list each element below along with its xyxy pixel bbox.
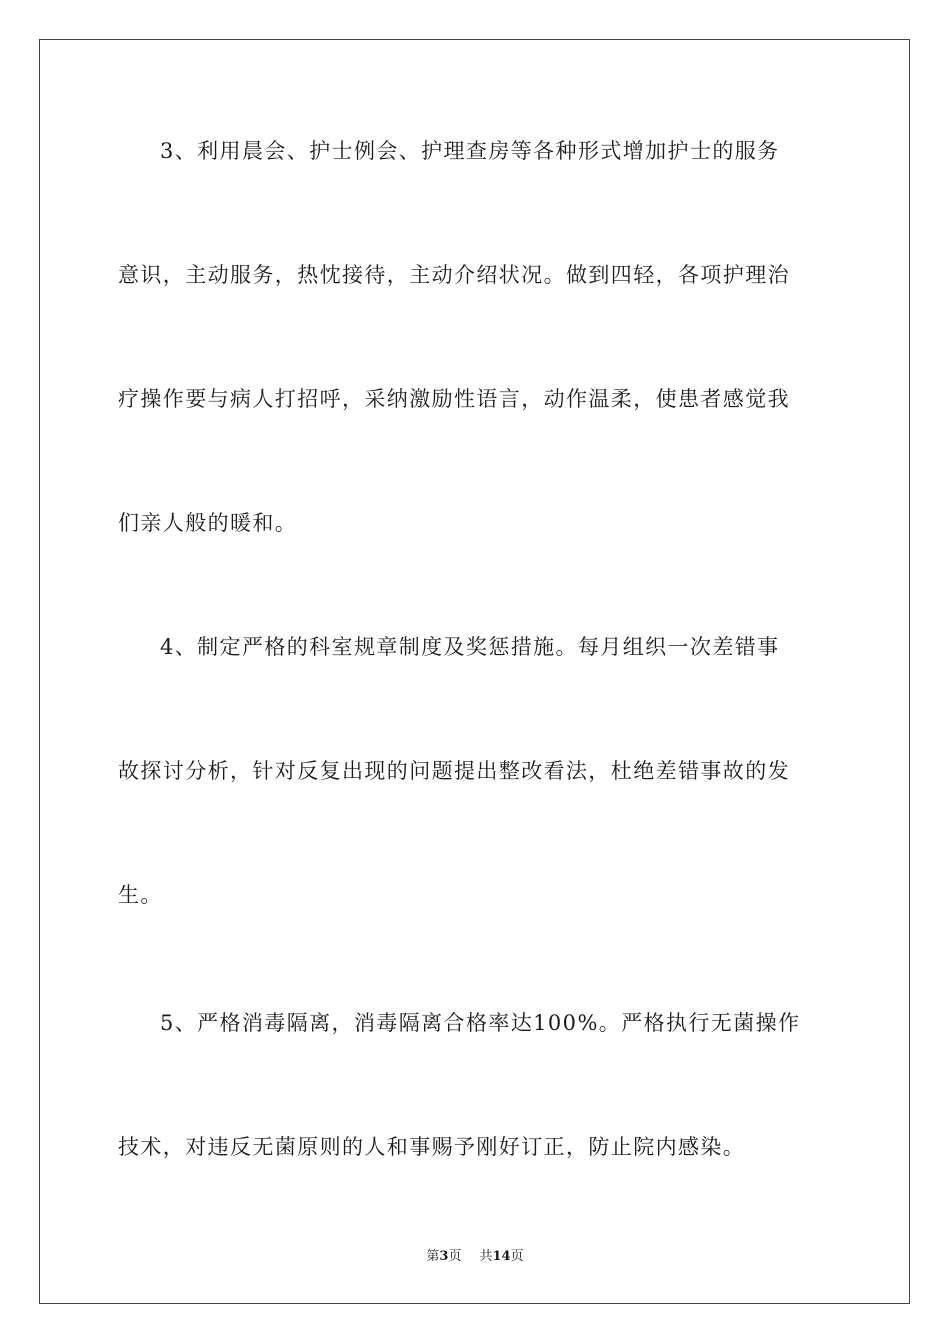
total-pages: 14: [492, 1249, 511, 1264]
paragraph-5-line-2: 技术，对违反无菌原则的人和事赐予刚好订正，防止院内感染。: [118, 1135, 746, 1159]
page-suffix: 页: [448, 1249, 462, 1264]
paragraph-3-line-3: 疗操作要与病人打招呼，采纳激励性语言，动作温柔，使患者感觉我: [118, 387, 790, 411]
paragraph-4-line-1: 4、制定严格的科室规章制度及奖惩措施。每月组织一次差错事: [160, 635, 780, 659]
paragraph-5-line-1: 5、严格消毒隔离，消毒隔离合格率达100%。严格执行无菌操作: [160, 1011, 801, 1035]
paragraph-4-line-2: 故探讨分析，针对反复出现的问题提出整改看法，杜绝差错事故的发: [118, 759, 790, 783]
total-prefix: 共: [479, 1249, 493, 1264]
page-border: [39, 39, 910, 1304]
page-number: 3: [439, 1249, 449, 1264]
paragraph-3-line-1: 3、利用晨会、护士例会、护理查房等各种形式增加护士的服务: [160, 139, 780, 163]
paragraph-3-line-2: 意识，主动服务，热忱接待，主动介绍状况。做到四轻，各项护理治: [118, 263, 790, 287]
total-suffix: 页: [510, 1249, 524, 1264]
paragraph-4-line-3: 生。: [118, 883, 163, 907]
page-prefix: 第: [426, 1249, 440, 1264]
paragraph-3-line-4: 们亲人般的暖和。: [118, 511, 298, 535]
page-footer: [0, 1248, 950, 1266]
